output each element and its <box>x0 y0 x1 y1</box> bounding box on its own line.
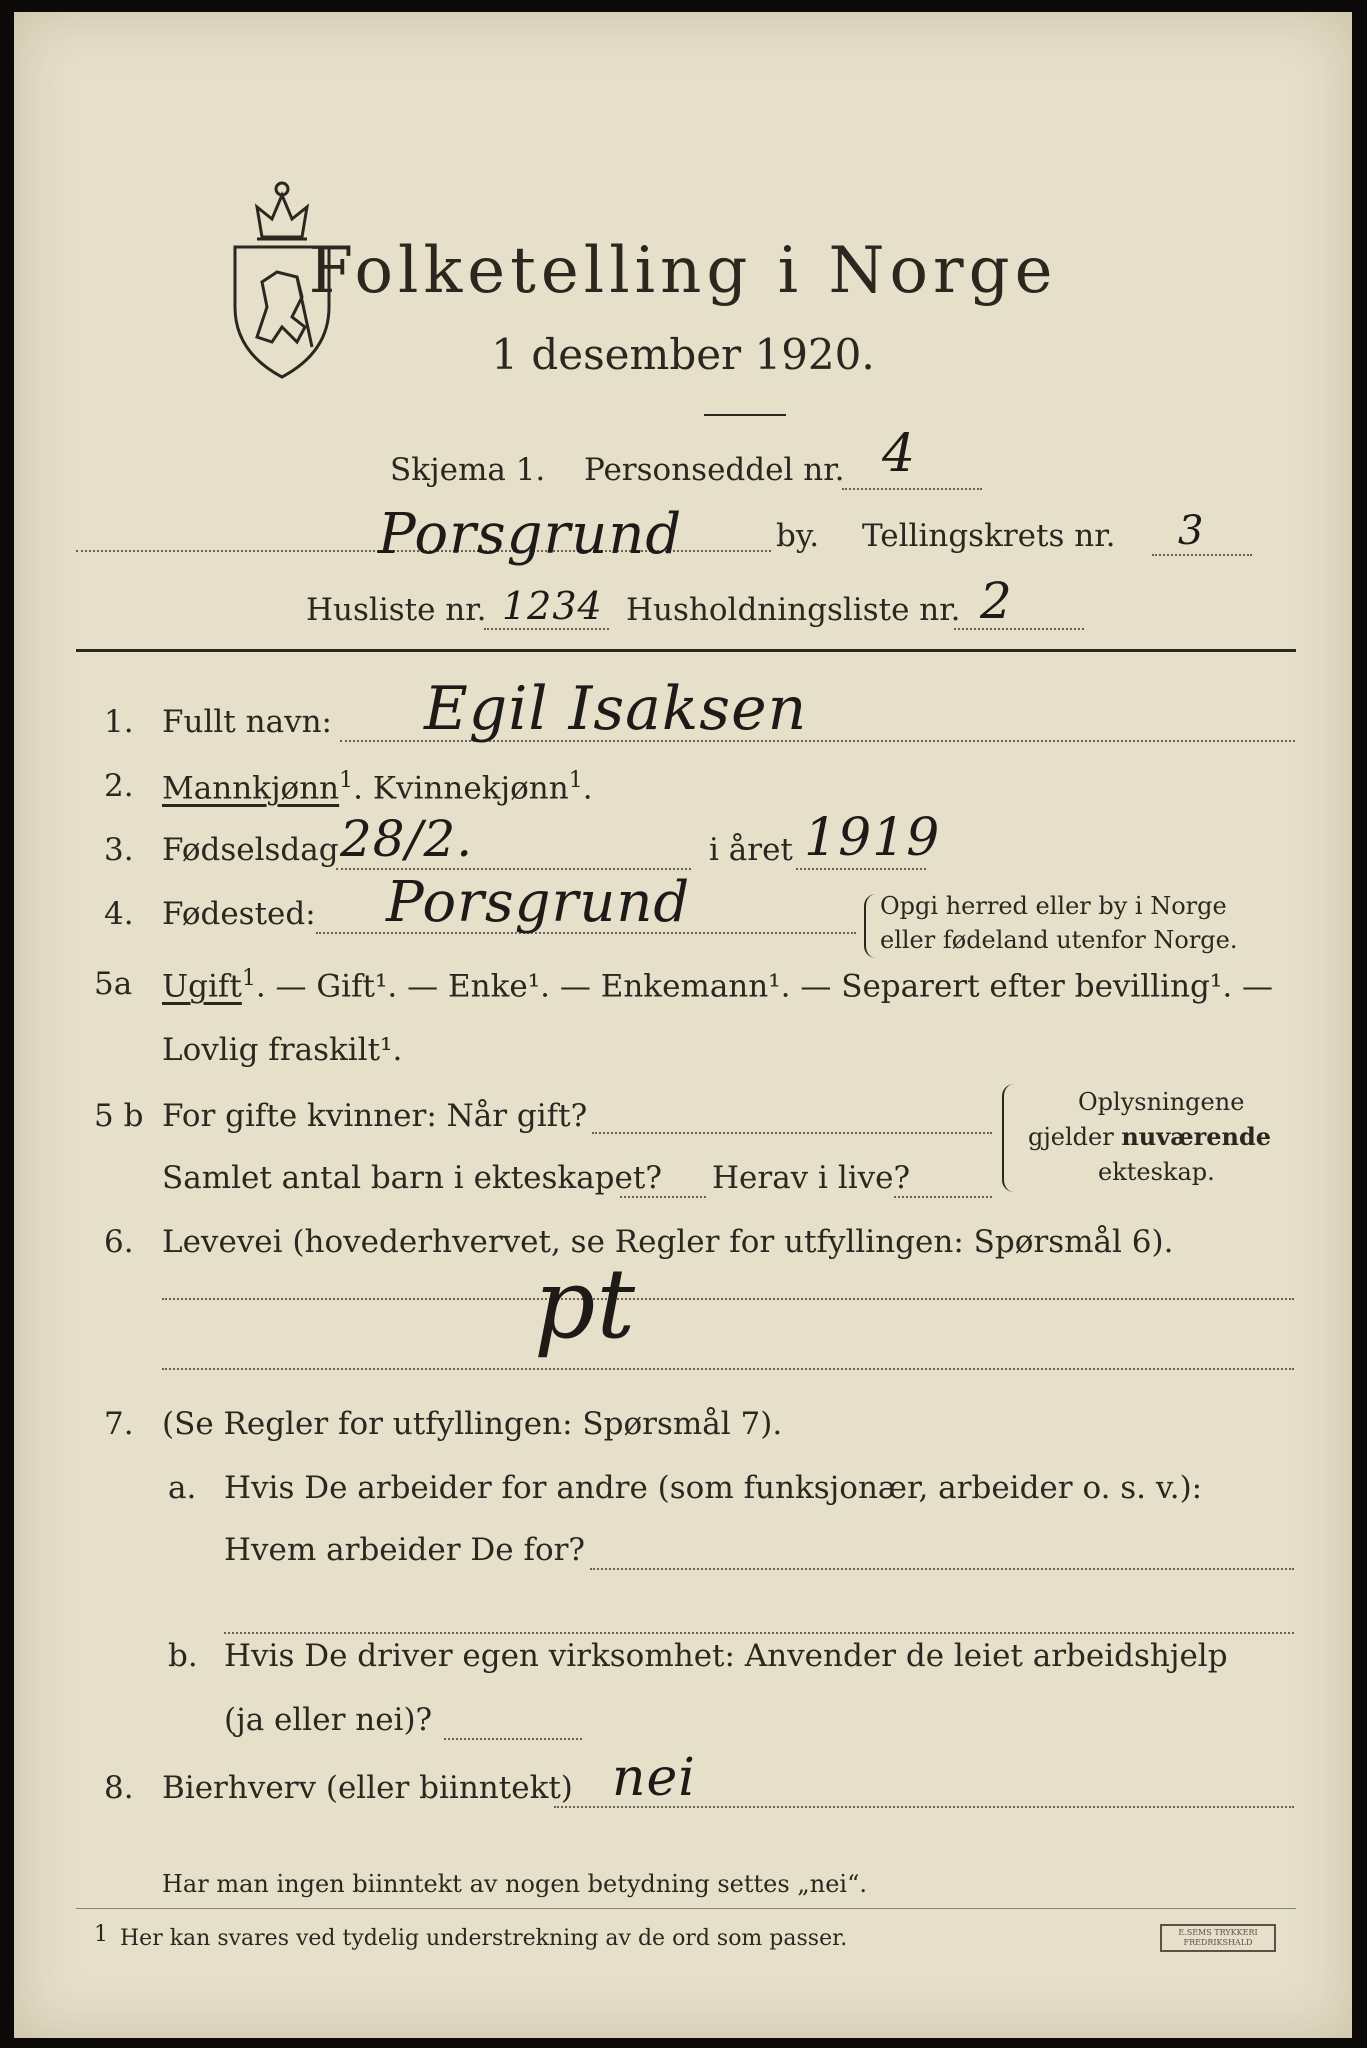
q5a-line2: Lovlig fraskilt¹. <box>162 1032 403 1068</box>
q5a-ugift-sup: 1 <box>241 966 256 991</box>
q5b-number: 5 b <box>94 1098 144 1134</box>
q5a-options <box>162 966 1273 1004</box>
city-value: Porsgrund <box>378 502 683 567</box>
husholdning-line <box>954 628 1084 630</box>
q2-male-option: Mannkjønn <box>162 770 340 807</box>
husliste-value: 1234 <box>502 584 603 628</box>
form-title: Folketelling i Norge <box>308 234 1058 308</box>
q2-options: Mannkjønn$^1$. Kvinnekjønn$^1$. <box>162 768 593 807</box>
tellingskrets-value: 3 <box>1178 508 1205 554</box>
q8-value: nei <box>612 1748 696 1808</box>
q7a-employer-label: Hvem arbeider De for? <box>224 1532 586 1568</box>
q5a-ugift-option: Ugift <box>162 968 242 1005</box>
q5b-married-line <box>592 1132 992 1134</box>
q3-year-line <box>796 868 926 870</box>
husliste-line <box>484 628 609 630</box>
husholdning-value: 2 <box>980 572 1013 630</box>
q7a-employer-line2 <box>224 1632 1294 1634</box>
q5b-children-label: Samlet antal barn i ekteskapet? <box>162 1160 662 1196</box>
q4-note-bracket <box>864 894 876 958</box>
q5b-note-line1: Oplysningene <box>1078 1088 1245 1116</box>
q5a-other-options: . — Gift¹. — Enke¹. — Enkemann¹. — Separert efter bevilling¹. — <box>255 968 1274 1005</box>
q5b-note-line2 <box>1028 1122 1271 1151</box>
by-label: by. <box>776 518 820 554</box>
q7a-label: Hvis De arbeider for andre (som funksjonær, arbeider o. s. v.): <box>224 1470 1203 1506</box>
q8-label: Bierhverv (eller biinntekt) <box>162 1770 573 1806</box>
header-rule <box>76 649 1296 652</box>
q7b-yesno-label: (ja eller nei)? <box>224 1702 433 1738</box>
q5b-note-nuvaerende: nuværende <box>1121 1122 1272 1151</box>
footnote-number: 1 <box>94 1922 108 1947</box>
q7b-number: b. <box>168 1638 198 1674</box>
footer-rule <box>76 1908 1296 1909</box>
q2-number: 2. <box>104 768 134 804</box>
q5a-number: 5a <box>94 966 133 1002</box>
personseddel-label: Personseddel nr. <box>584 452 845 488</box>
q1-value: Egil Isaksen <box>424 674 808 744</box>
footnote: Her kan svares ved tydelig understrekning av de ord som passer. <box>120 1926 848 1951</box>
printer-stamp <box>1160 1924 1276 1952</box>
husliste-label: Husliste nr. <box>306 592 487 628</box>
q5b-note-bracket <box>1002 1084 1014 1192</box>
q5b-alive-label: Herav i live? <box>712 1160 911 1196</box>
q6-label: Levevei (hovederhvervet, se Regler for utfyllingen: Spørsmål 6). <box>162 1224 1174 1260</box>
q3-year-value: 1919 <box>804 808 941 868</box>
printer-stamp-line2: FREDRIKSHALD <box>1183 1938 1253 1947</box>
q5b-alive-line <box>894 1196 992 1198</box>
q3-label: Fødselsdag <box>162 832 339 868</box>
q4-note-line1: Opgi herred eller by i Norge <box>880 892 1227 920</box>
q3-value: 28/2. <box>340 810 474 868</box>
tellingskrets-line <box>1152 554 1252 556</box>
tellingskrets-label: Tellingskrets nr. <box>862 518 1116 554</box>
q3-year-label: i året <box>709 832 793 868</box>
q2-female-sup: 1 <box>568 768 583 793</box>
q7a-employer-line <box>590 1568 1294 1570</box>
personseddel-line <box>842 488 982 490</box>
q5b-label: For gifte kvinner: Når gift? <box>162 1098 588 1134</box>
q4-value: Porsgrund <box>386 870 691 935</box>
q3-number: 3. <box>104 832 134 868</box>
q4-number: 4. <box>104 896 134 932</box>
printer-stamp-line1: E.SEMS TRYKKERI <box>1178 1928 1258 1937</box>
skjema-label: Skjema 1. <box>390 452 546 488</box>
personseddel-value: 4 <box>882 424 917 484</box>
q1-label: Fullt navn: <box>162 704 332 740</box>
footer-note: Har man ingen biinntekt av nogen betydning settes „nei“. <box>162 1870 867 1898</box>
q7b-yesno-line <box>444 1738 582 1740</box>
q6-value: pt <box>534 1248 637 1360</box>
q6-number: 6. <box>104 1224 134 1260</box>
q5b-note-gjelder: gjelder <box>1028 1123 1122 1151</box>
title-divider <box>704 414 786 416</box>
q7-label: (Se Regler for utfyllingen: Spørsmål 7). <box>162 1406 783 1442</box>
q7b-label: Hvis De driver egen virksomhet: Anvender de leiet arbeidshjelp <box>224 1638 1228 1674</box>
q5b-note-line3: ekteskap. <box>1098 1158 1215 1186</box>
q1-number: 1. <box>104 704 134 740</box>
form-date: 1 desember 1920. <box>491 330 875 379</box>
q7-number: 7. <box>104 1406 134 1442</box>
husholdning-label: Husholdningsliste nr. <box>626 592 961 628</box>
q2-male-sup: 1 <box>339 768 354 793</box>
q6-line2 <box>162 1368 1294 1370</box>
q4-note-line2: eller fødeland utenfor Norge. <box>880 926 1238 954</box>
q2-female-option: Kvinnekjønn <box>372 770 569 807</box>
q7a-number: a. <box>168 1470 197 1506</box>
q8-number: 8. <box>104 1770 134 1806</box>
census-form-page <box>14 12 1352 2038</box>
q4-label: Fødested: <box>162 896 316 932</box>
q6-line1 <box>162 1298 1294 1300</box>
q5b-children-line <box>620 1196 706 1198</box>
